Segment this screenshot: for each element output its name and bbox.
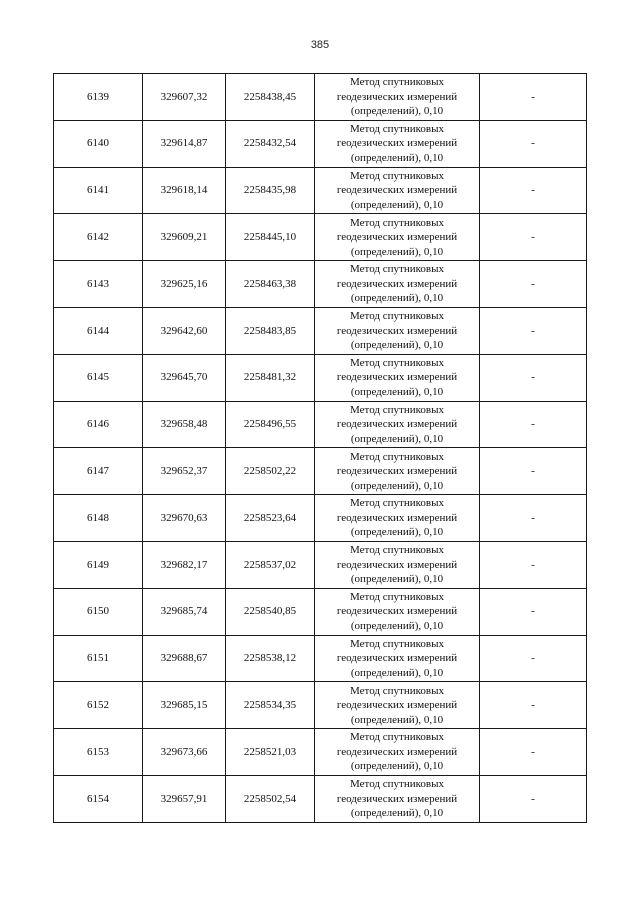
- method-line: геодезических измерений: [336, 277, 458, 290]
- table-row: [54, 74, 587, 121]
- y-coordinate-cell: 2258502,54: [226, 775, 315, 822]
- method-cell: [315, 74, 480, 121]
- method-line: Метод спутниковых: [350, 122, 444, 135]
- note-cell: -: [480, 307, 587, 354]
- y-coordinate-cell: 2258438,45: [226, 74, 315, 121]
- y-coordinate-cell: 2258445,10: [226, 214, 315, 261]
- method-line: Метод спутниковых: [350, 684, 444, 697]
- y-coordinate-cell: 2258523,64: [226, 495, 315, 542]
- y-coordinate-cell: 2258463,38: [226, 261, 315, 308]
- page-number: 385: [310, 39, 330, 51]
- y-coordinate-cell: 2258538,12: [226, 635, 315, 682]
- coordinates-table: [53, 73, 587, 823]
- note-cell: -: [480, 214, 587, 261]
- method-line: геодезических измерений: [336, 324, 458, 337]
- note-cell: -: [480, 588, 587, 635]
- method-line: (определений), 0,10: [350, 666, 444, 679]
- method-line: Метод спутниковых: [350, 497, 444, 510]
- method-cell: [315, 729, 480, 776]
- x-coordinate-cell: 329607,32: [143, 74, 226, 121]
- note-cell: -: [480, 261, 587, 308]
- method-line: геодезических измерений: [336, 231, 458, 244]
- x-coordinate-cell: 329670,63: [143, 495, 226, 542]
- method-line: Метод спутниковых: [350, 76, 444, 89]
- method-cell: [315, 775, 480, 822]
- method-cell: [315, 635, 480, 682]
- note-cell: -: [480, 167, 587, 214]
- method-line: (определений), 0,10: [350, 151, 444, 164]
- method-line: (определений), 0,10: [350, 339, 444, 352]
- table-row: [54, 729, 587, 776]
- method-line: геодезических измерений: [336, 137, 458, 150]
- method-line: геодезических измерений: [336, 605, 458, 618]
- method-cell: [315, 214, 480, 261]
- coordinates-table-body: [54, 74, 587, 823]
- y-coordinate-cell: 2258432,54: [226, 120, 315, 167]
- x-coordinate-cell: 329614,87: [143, 120, 226, 167]
- method-line: Метод спутниковых: [350, 310, 444, 323]
- method-line: (определений), 0,10: [350, 807, 444, 820]
- table-row: [54, 307, 587, 354]
- method-line: (определений), 0,10: [350, 713, 444, 726]
- x-coordinate-cell: 329688,67: [143, 635, 226, 682]
- method-line: Метод спутниковых: [350, 403, 444, 416]
- method-line: геодезических измерений: [336, 90, 458, 103]
- point-number-cell: 6154: [54, 775, 143, 822]
- y-coordinate-cell: 2258502,22: [226, 448, 315, 495]
- method-line: Метод спутниковых: [350, 169, 444, 182]
- y-coordinate-cell: 2258534,35: [226, 682, 315, 729]
- note-cell: -: [480, 401, 587, 448]
- method-line: (определений), 0,10: [350, 526, 444, 539]
- x-coordinate-cell: 329682,17: [143, 541, 226, 588]
- table-row: [54, 682, 587, 729]
- method-line: (определений), 0,10: [350, 573, 444, 586]
- method-line: геодезических измерений: [336, 792, 458, 805]
- note-cell: -: [480, 120, 587, 167]
- table-row: [54, 261, 587, 308]
- x-coordinate-cell: 329685,15: [143, 682, 226, 729]
- y-coordinate-cell: 2258483,85: [226, 307, 315, 354]
- method-line: геодезических измерений: [336, 745, 458, 758]
- table-row: [54, 495, 587, 542]
- method-cell: [315, 495, 480, 542]
- method-line: геодезических измерений: [336, 652, 458, 665]
- note-cell: -: [480, 495, 587, 542]
- x-coordinate-cell: 329652,37: [143, 448, 226, 495]
- method-line: (определений), 0,10: [350, 105, 444, 118]
- note-cell: -: [480, 775, 587, 822]
- method-cell: [315, 261, 480, 308]
- point-number-cell: 6150: [54, 588, 143, 635]
- point-number-cell: 6144: [54, 307, 143, 354]
- method-cell: [315, 307, 480, 354]
- x-coordinate-cell: 329658,48: [143, 401, 226, 448]
- y-coordinate-cell: 2258537,02: [226, 541, 315, 588]
- method-line: геодезических измерений: [336, 371, 458, 384]
- y-coordinate-cell: 2258540,85: [226, 588, 315, 635]
- point-number-cell: 6146: [54, 401, 143, 448]
- method-line: (определений), 0,10: [350, 760, 444, 773]
- table-row: [54, 635, 587, 682]
- point-number-cell: 6145: [54, 354, 143, 401]
- x-coordinate-cell: 329642,60: [143, 307, 226, 354]
- method-line: (определений), 0,10: [350, 198, 444, 211]
- point-number-cell: 6153: [54, 729, 143, 776]
- point-number-cell: 6143: [54, 261, 143, 308]
- table-row: [54, 401, 587, 448]
- point-number-cell: 6148: [54, 495, 143, 542]
- note-cell: -: [480, 729, 587, 776]
- method-line: Метод спутниковых: [350, 263, 444, 276]
- method-line: геодезических измерений: [336, 511, 458, 524]
- method-line: Метод спутниковых: [350, 356, 444, 369]
- point-number-cell: 6139: [54, 74, 143, 121]
- table-row: [54, 588, 587, 635]
- note-cell: -: [480, 74, 587, 121]
- method-cell: [315, 588, 480, 635]
- point-number-cell: 6142: [54, 214, 143, 261]
- point-number-cell: 6140: [54, 120, 143, 167]
- method-line: Метод спутниковых: [350, 731, 444, 744]
- point-number-cell: 6152: [54, 682, 143, 729]
- method-cell: [315, 401, 480, 448]
- method-line: Метод спутниковых: [350, 778, 444, 791]
- point-number-cell: 6151: [54, 635, 143, 682]
- method-cell: [315, 448, 480, 495]
- note-cell: -: [480, 541, 587, 588]
- x-coordinate-cell: 329625,16: [143, 261, 226, 308]
- table-row: [54, 120, 587, 167]
- table-row: [54, 354, 587, 401]
- method-line: Метод спутниковых: [350, 544, 444, 557]
- method-line: геодезических измерений: [336, 699, 458, 711]
- point-number-cell: 6141: [54, 167, 143, 214]
- table-row: [54, 541, 587, 588]
- note-cell: -: [480, 448, 587, 495]
- method-cell: [315, 541, 480, 588]
- note-cell: -: [480, 635, 587, 682]
- method-cell: [315, 167, 480, 214]
- x-coordinate-cell: 329673,66: [143, 729, 226, 776]
- method-line: (определений), 0,10: [350, 245, 444, 258]
- x-coordinate-cell: 329618,14: [143, 167, 226, 214]
- x-coordinate-cell: 329645,70: [143, 354, 226, 401]
- table-row: [54, 775, 587, 822]
- method-line: (определений), 0,10: [350, 432, 444, 445]
- method-line: Метод спутниковых: [350, 590, 444, 603]
- method-line: Метод спутниковых: [350, 450, 444, 463]
- method-line: Метод спутниковых: [350, 216, 444, 229]
- note-cell: -: [480, 682, 587, 729]
- y-coordinate-cell: 2258481,32: [226, 354, 315, 401]
- method-line: (определений), 0,10: [350, 479, 444, 492]
- table-row: [54, 214, 587, 261]
- point-number-cell: 6147: [54, 448, 143, 495]
- note-cell: -: [480, 354, 587, 401]
- method-line: геодезических измерений: [336, 418, 458, 431]
- method-cell: [315, 354, 480, 401]
- method-line: геодезических измерений: [336, 558, 458, 571]
- method-line: геодезических измерений: [336, 465, 458, 478]
- method-cell: [315, 120, 480, 167]
- method-line: (определений), 0,10: [350, 385, 444, 398]
- y-coordinate-cell: 2258521,03: [226, 729, 315, 776]
- x-coordinate-cell: 329685,74: [143, 588, 226, 635]
- method-cell: [315, 682, 480, 729]
- method-line: (определений), 0,10: [350, 619, 444, 632]
- point-number-cell: 6149: [54, 541, 143, 588]
- y-coordinate-cell: 2258496,55: [226, 401, 315, 448]
- x-coordinate-cell: 329609,21: [143, 214, 226, 261]
- x-coordinate-cell: 329657,91: [143, 775, 226, 822]
- method-line: геодезических измерений: [336, 184, 458, 197]
- table-row: [54, 167, 587, 214]
- method-line: (определений), 0,10: [350, 292, 444, 305]
- y-coordinate-cell: 2258435,98: [226, 167, 315, 214]
- table-row: [54, 448, 587, 495]
- method-line: Метод спутниковых: [350, 637, 444, 650]
